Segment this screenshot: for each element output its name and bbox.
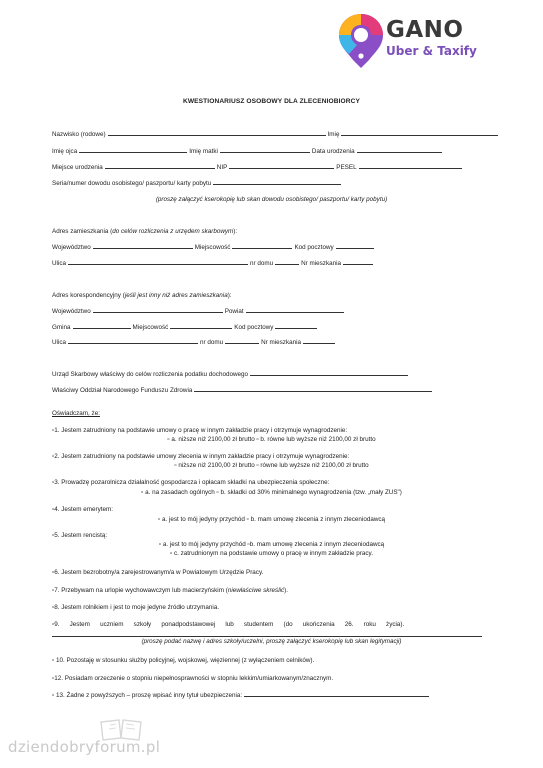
field-surname[interactable] xyxy=(108,131,326,136)
field-corr-postal-code[interactable] xyxy=(275,324,317,329)
label-father: Imię ojca xyxy=(52,148,78,155)
row-corr-municipality xyxy=(52,324,319,331)
logo-name: GANO xyxy=(386,17,464,43)
label-surname: Nazwisko (rodowe) xyxy=(52,131,106,138)
field-corr-county[interactable] xyxy=(246,308,344,313)
option-5[interactable]: ▫5. Jestem rencistą: xyxy=(52,532,108,539)
field-corr-voivodeship[interactable] xyxy=(93,308,223,313)
option-1-sub[interactable]: ▫ a. niższe niż 2100,00 zł brutto ▫ b. równe lub wyższe niż 2100,00 zł brutto xyxy=(167,436,376,443)
field-nip[interactable] xyxy=(229,164,334,169)
label-street: Ulica xyxy=(52,260,66,267)
label-corr-voivodeship: Województwo xyxy=(52,308,91,315)
option-12[interactable]: ▫12. Posiadam orzeczenie o stopniu niepełnosprawności w stopniu lekkim/umiarkowanym/znacznym. xyxy=(52,675,334,682)
option-4-sub[interactable]: ▫ a. jest to mój jedyny przychód ▫ b. mam umowę zlecenia z innym zleceniodawcą xyxy=(157,516,386,523)
row-corr-street xyxy=(52,339,337,346)
field-house-no[interactable] xyxy=(275,260,299,265)
label-tax-office: Urząd Skarbowy właściwy do celów rozliczenia podatku dochodowego xyxy=(52,371,249,378)
label-nip: NIP xyxy=(216,164,228,171)
field-postal-code[interactable] xyxy=(336,244,374,249)
label-corr-city: Miejscowość xyxy=(132,324,169,331)
field-corr-flat-no[interactable] xyxy=(303,339,335,344)
logo-subtitle: Uber & Taxify xyxy=(386,44,477,58)
residence-heading: Adres zamieszkania (do celów rozliczenia z urzędem skarbowym): xyxy=(52,228,238,235)
declaration-heading: Oświadczam, że: xyxy=(52,410,100,417)
field-corr-municipality[interactable] xyxy=(73,324,131,329)
row-birth-place xyxy=(52,164,464,171)
field-nfz[interactable] xyxy=(194,387,432,392)
label-birth-date: Data urodzenia xyxy=(311,148,355,155)
label-corr-flat-no: Nr mieszkania xyxy=(261,339,301,346)
id-document-note: (proszę załączyć kserokopię lub skan dowodu osobistego/ paszportu/ karty pobytu) xyxy=(155,196,388,203)
row-residence-street xyxy=(52,260,375,267)
watermark-text: dziendobryforum.pl xyxy=(8,738,161,756)
field-corr-house-no[interactable] xyxy=(225,339,259,344)
field-city[interactable] xyxy=(232,244,292,249)
label-nfz: Właściwy Oddział Narodowego Funduszu Zdrowia xyxy=(52,387,193,394)
label-postal-code: Kod pocztowy xyxy=(294,244,334,251)
option-5-sub-1[interactable]: ▫ a. jest to mój jedyny przychód ▫b. mam umowę zlecenia z innym zleceniodawcą xyxy=(158,541,385,548)
row-surname xyxy=(52,131,500,138)
option-4[interactable]: ▫4. Jestem emerytem: xyxy=(52,506,114,513)
option-8[interactable]: ▫8. Jestem rolnikiem i jest to moje jedyne źródło utrzymania. xyxy=(52,604,220,611)
field-flat-no[interactable] xyxy=(343,260,373,265)
label-id-document: Seria/numer dowodu osobistego/ paszportu/ karty pobytu xyxy=(52,180,212,187)
option-2[interactable]: ▫2. Jestem zatrudniony na podstawie umowy zlecenia w innym zakładzie pracy i otrzymuje wynagrodzenie: xyxy=(52,453,350,460)
option-6[interactable]: ▫6. Jestem bezrobotny/a zarejestrowanym/a w Powiatowym Urzędzie Pracy. xyxy=(52,569,264,576)
field-birth-place[interactable] xyxy=(105,164,215,169)
option-3-sub[interactable]: ▫ a. na zasadach ogólnych ▫ b. składki od 30% minimalnego wynagrodzenia (tzw. „mały ZUS") xyxy=(141,489,402,496)
label-pesel: PESEL xyxy=(336,164,357,171)
option-9[interactable]: ▫9. Jestem uczniem szkoły ponadpodstawowej lub studentem (do ukończenia 26. roku życia). xyxy=(52,621,405,628)
label-city: Miejscowość xyxy=(194,244,231,251)
field-pesel[interactable] xyxy=(359,164,462,169)
row-tax-office xyxy=(52,371,410,378)
row-nfz xyxy=(52,387,434,394)
row-corr-region xyxy=(52,308,346,315)
option-13[interactable]: ▫ 13. Żadne z powyższych – proszę wpisać inny tytuł ubezpieczenia: xyxy=(52,692,431,699)
correspondence-heading: Adres korespondencyjny (jeśli jest inny niż adres zamieszkania): xyxy=(52,292,232,299)
option-5-sub-2[interactable]: ▫ c. zatrudnionym na podstawie umowy o pracę w innym zakładzie pracy. xyxy=(169,550,373,557)
label-mother: Imię matki xyxy=(189,148,218,155)
option-10[interactable]: ▫ 10. Pozostaję w stosunku służby policyjnej, wojskowej, więziennej (z wyłączeniem celników). xyxy=(52,657,315,664)
field-corr-city[interactable] xyxy=(170,324,232,329)
field-tax-office[interactable] xyxy=(250,371,408,376)
row-id-document xyxy=(52,180,343,187)
label-voivodeship: Województwo xyxy=(52,244,91,251)
row-residence-region xyxy=(52,244,376,251)
option-9-school-field[interactable] xyxy=(52,636,482,637)
label-corr-house-no: nr domu xyxy=(200,339,224,346)
label-first-name: Imię xyxy=(327,131,340,138)
label-flat-no: Nr mieszkania xyxy=(301,260,341,267)
label-corr-county: Powiat xyxy=(224,308,244,315)
option-9-note: (proszę podać nazwę i adres szkoły/uczelni, proszę załączyć kserokopię lub skan legitymacji) xyxy=(141,638,402,645)
row-parents xyxy=(52,148,444,155)
option-2-sub[interactable]: ▫ niższe niż 2100,00 zł brutto ▫ równe lub wyższe niż 2100,00 zł brutto xyxy=(174,462,369,469)
field-first-name[interactable] xyxy=(341,131,498,136)
option-1[interactable]: ▫1. Jestem zatrudniony na podstawie umowy o pracę w innym zakładzie pracy i otrzymuje wynagrodzenie: xyxy=(52,427,348,434)
label-house-no: nr domu xyxy=(250,260,274,267)
label-corr-postal-code: Kod pocztowy xyxy=(234,324,274,331)
label-corr-street: Ulica xyxy=(52,339,66,346)
option-3[interactable]: ▫3. Prowadzę pozarolnicza działalność gospodarcza i opłacam składki na ubezpieczenia społeczne: xyxy=(52,479,330,486)
field-other-insurance[interactable] xyxy=(244,692,429,697)
field-street[interactable] xyxy=(68,260,248,265)
field-id-document[interactable] xyxy=(213,180,341,185)
field-voivodeship[interactable] xyxy=(93,244,193,249)
option-7[interactable]: ▫7. Przebywam na urlopie wychowawczym lub macierzyńskim (niewłaściwe skreślić). xyxy=(52,587,289,594)
page-title: KWESTIONARIUSZ OSOBOWY DLA ZLECENIOBIORCY xyxy=(182,98,360,105)
field-corr-street[interactable] xyxy=(68,339,198,344)
field-father[interactable] xyxy=(79,148,187,153)
field-birth-date[interactable] xyxy=(357,148,442,153)
label-birth-place: Miejsce urodzenia xyxy=(52,164,103,171)
label-corr-municipality: Gmina xyxy=(52,324,71,331)
field-mother[interactable] xyxy=(220,148,310,153)
